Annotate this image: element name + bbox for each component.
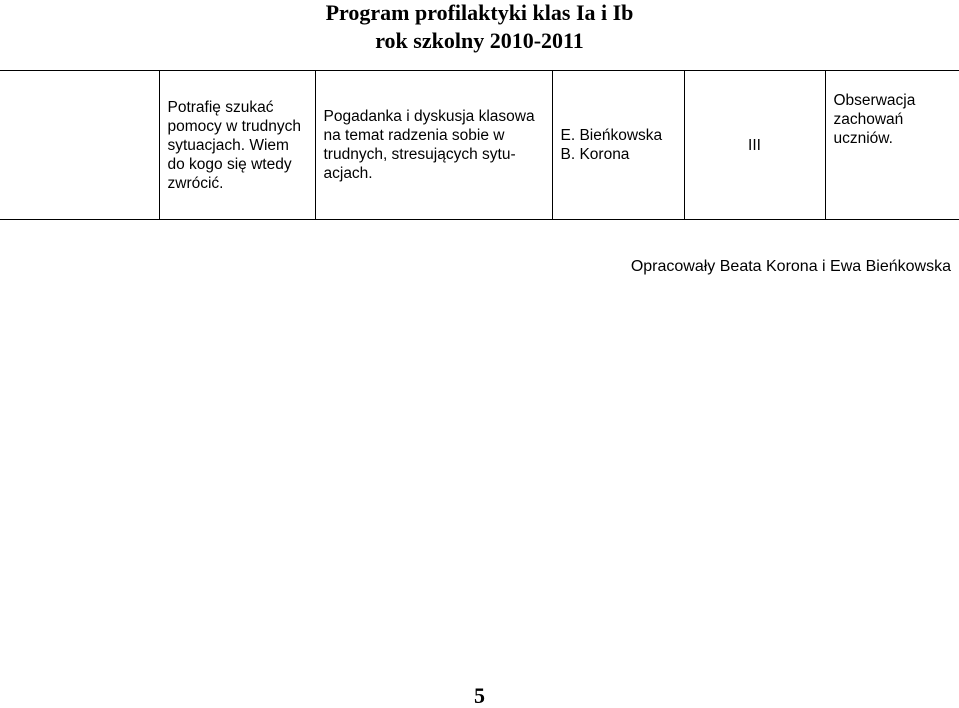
table-row (0, 71, 959, 220)
activity-cell: Pogadanka i dyskusja klasowa na temat radzenia sobie w trudnych, stresujących sytu-acjach. (315, 71, 552, 220)
school-year-subtitle: rok szkolny 2010-2011 (375, 28, 584, 53)
evaluation-cell: Obserwacja zachowań uczniów. (825, 71, 959, 220)
authors-note: Opracowały Beata Korona i Ewa Bieńkowska (630, 258, 951, 275)
responsible-cell (552, 71, 684, 220)
term-cell: III (684, 71, 825, 220)
page-number: 5 (474, 683, 485, 708)
empty-cell (0, 71, 159, 220)
goal-cell: Potrafię szukać pomocy w trudnych sytuacjach. Wiem do kogo się wtedy zwrócić. (159, 71, 315, 220)
program-table (0, 70, 959, 220)
document-title: Program profilaktyki klas Ia i Ib (325, 0, 634, 25)
responsible-person: E. Bieńkowska (560, 127, 663, 144)
responsible-person: B. Korona (560, 146, 630, 163)
